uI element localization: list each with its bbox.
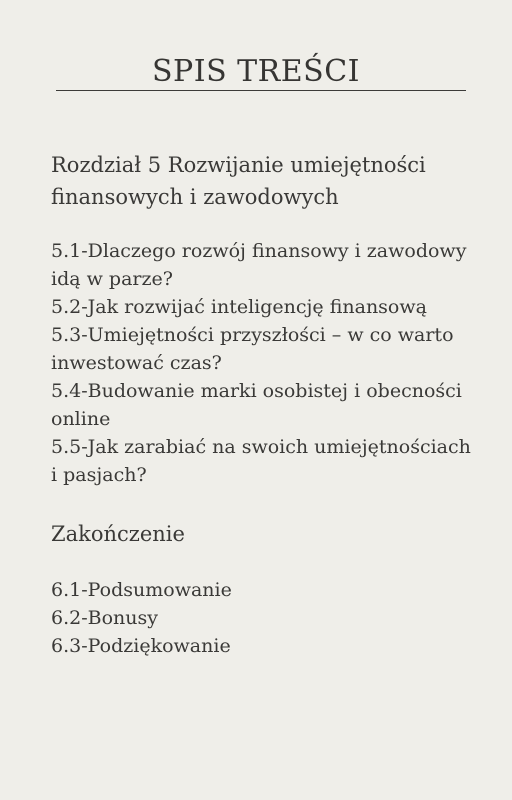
- chapter-6-section: [51, 518, 471, 550]
- chapter-6-heading: Zakończenie: [51, 522, 185, 546]
- toc-item-6-2[interactable]: 6.2-Bonusy: [51, 607, 158, 629]
- chapter-5-section: [51, 149, 471, 213]
- chapter-5-heading: Rozdział 5 Rozwijanie umiejętności finansowych i zawodowych: [51, 153, 426, 209]
- toc-item-5-3[interactable]: 5.3-Umiejętności przyszłości – w co warto inwestować czas?: [51, 324, 454, 374]
- toc-item-5-4[interactable]: 5.4-Budowanie marki osobistej i obecności online: [51, 380, 462, 430]
- chapter-6-items: [51, 576, 471, 660]
- toc-item-5-1[interactable]: 5.1-Dlaczego rozwój finansowy i zawodowy idą w parze?: [51, 240, 467, 290]
- toc-item-6-1[interactable]: 6.1-Podsumowanie: [51, 579, 232, 601]
- page-title: SPIS TREŚCI: [151, 54, 361, 89]
- toc-item-5-2[interactable]: 5.2-Jak rozwijać inteligencję finansową: [51, 296, 427, 318]
- toc-item-5-5[interactable]: 5.5-Jak zarabiać na swoich umiejętnościach i pasjach?: [51, 436, 471, 486]
- chapter-5-items: [51, 237, 471, 489]
- toc-item-6-3[interactable]: 6.3-Podziękowanie: [51, 635, 231, 657]
- title-divider: [56, 90, 466, 91]
